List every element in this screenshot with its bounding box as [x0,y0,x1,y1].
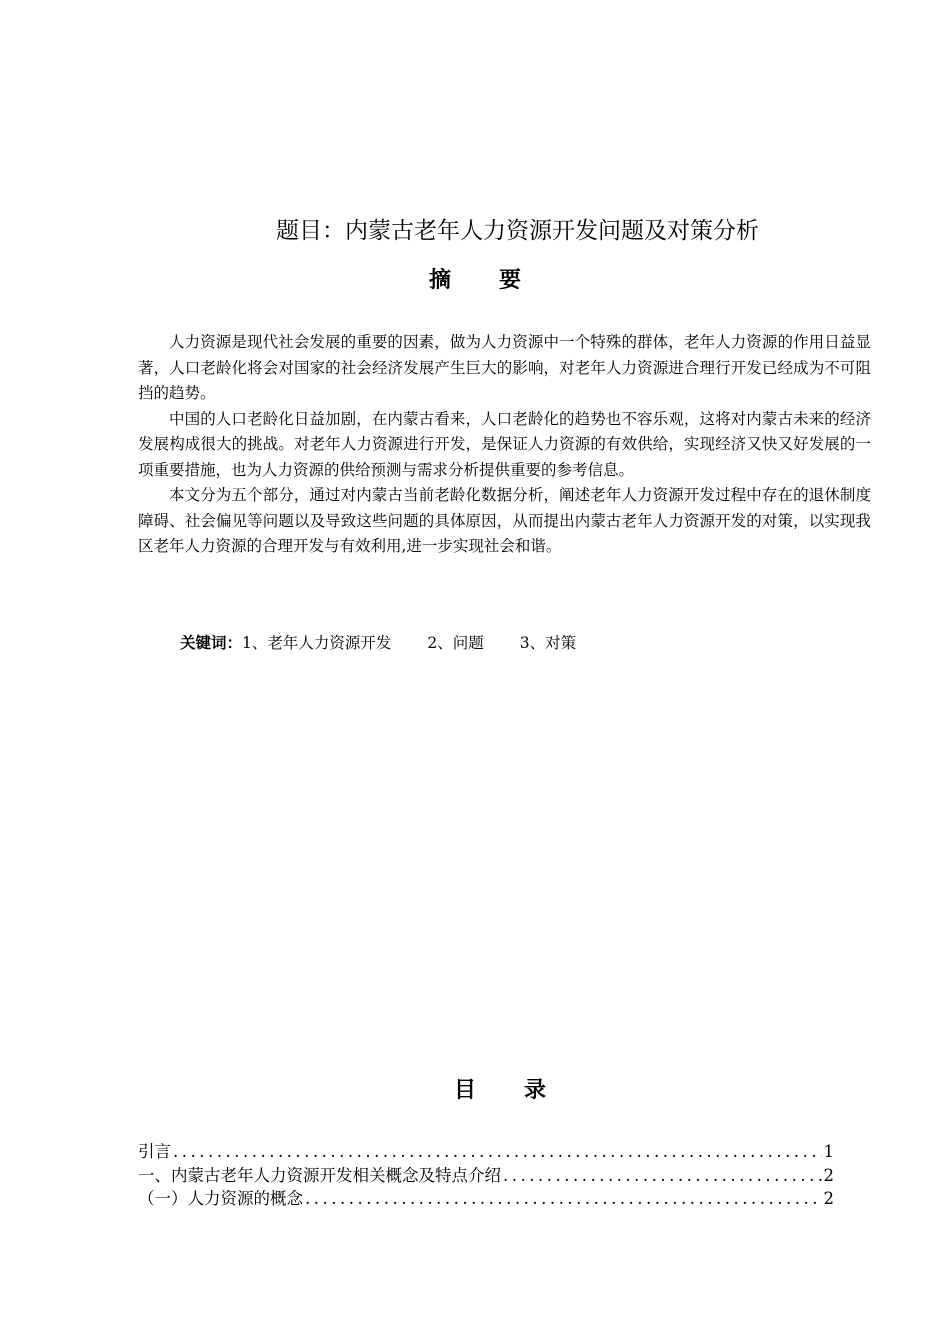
toc-entry-page: 1 [823,1142,834,1161]
toc-entry-page: 2 [823,1189,834,1208]
toc-entry[interactable] [138,1187,834,1211]
keyword-item: 3、对策 [519,634,577,652]
toc-heading: 目录 [453,1078,594,1103]
toc-entry-label: 引言 [138,1142,171,1161]
toc-leader-dots [173,1140,822,1164]
abstract-paragraph: 人力资源是现代社会发展的重要的因素，做为人力资源中一个特殊的群体，老年人力资源的作用日益显著，人口老龄化将会对国家的社会经济发展产生巨大的影响，对老年人力资源进合理行开发已经成为不可阻挡的趋势。 [138,333,871,402]
keyword-item: 2、问题 [427,634,484,652]
toc-entry[interactable] [138,1164,834,1188]
toc-leader-dots [503,1164,822,1188]
abstract-heading: 摘要 [428,268,569,293]
abstract-paragraph: 中国的人口老龄化日益加剧，在内蒙古看来，人口老龄化的趋势也不容乐观，这将对内蒙古未来的经济发展构成很大的挑战。对老年人力资源进行开发，是保证人力资源的有效供给，实现经济又快又好发展的一项重要措施，也为人力资源的供给预测与需求分析提供重要的参考信息。 [138,409,871,479]
keywords-label: 关键词： [180,634,243,652]
keywords-line [180,631,576,655]
toc-entry-page: 2 [823,1165,834,1185]
table-of-contents [138,1140,834,1211]
toc-entry[interactable] [138,1140,834,1164]
toc-entry-label: 一、内蒙古老年人力资源开发相关概念及特点介绍 [138,1165,501,1185]
abstract-paragraph: 本文分为五个部分，通过对内蒙古当前老龄化数据分析，阐述老年人力资源开发过程中存在的退休制度障碍、社会偏见等问题以及导致这些问题的具体原因，从而提出内蒙古老年人力资源开发的对策，以实现我区老年人力资源的合理开发与有效利用,进一步实现社会和谐。 [138,486,871,555]
abstract-body [138,330,871,560]
keyword-item: 1、老年人力资源开发 [242,634,392,652]
toc-entry-label: （一）人力资源的概念 [138,1189,303,1208]
toc-leader-dots [305,1187,822,1211]
document-title: 题目：内蒙古老年人力资源开发问题及对策分析 [276,218,759,244]
